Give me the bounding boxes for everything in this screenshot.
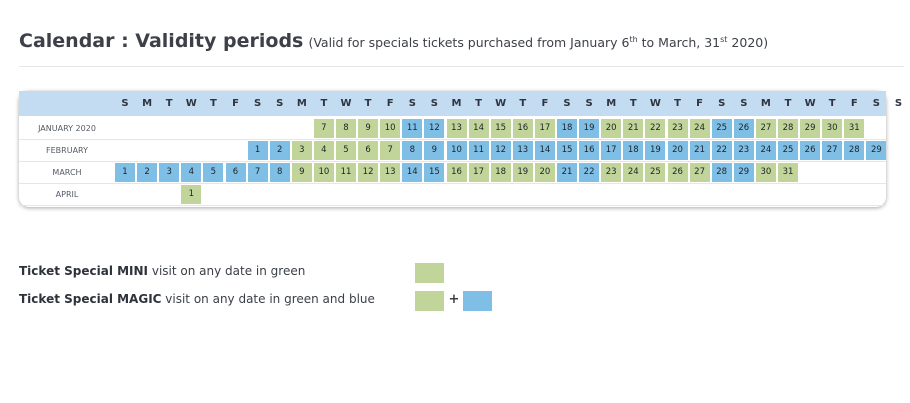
weekday-header: T	[364, 98, 372, 109]
month-label: MARCH	[52, 168, 82, 177]
weekday-header: S	[718, 98, 726, 109]
weekday-header: T	[165, 98, 173, 109]
weekday-header: M	[296, 98, 307, 109]
weekday-header: S	[872, 98, 880, 109]
calendar-day: 4	[314, 141, 334, 160]
calendar-day: 25	[712, 119, 732, 138]
calendar-day: 26	[734, 119, 754, 138]
calendar-day: 23	[668, 119, 688, 138]
calendar-day: 27	[690, 163, 710, 182]
weekday-header: W	[185, 98, 197, 109]
weekday-header: S	[563, 98, 571, 109]
legend-magic-title: Ticket Special MAGIC	[19, 292, 162, 306]
legend-mini	[19, 264, 305, 278]
weekday-header: T	[784, 98, 792, 109]
calendar-day: 21	[623, 119, 643, 138]
calendar-day: 7	[380, 141, 400, 160]
calendar-day: 19	[579, 119, 599, 138]
calendar-day: 6	[358, 141, 378, 160]
weekday-header: W	[649, 98, 661, 109]
calendar-day: 10	[447, 141, 467, 160]
calendar-day: 21	[690, 141, 710, 160]
calendar-day: 19	[645, 141, 665, 160]
calendar-day: 12	[358, 163, 378, 182]
calendar-day: 2	[137, 163, 157, 182]
calendar-day: 9	[292, 163, 312, 182]
legend-magic	[19, 292, 375, 306]
legend-plus: +	[448, 292, 460, 307]
calendar-day: 1	[115, 163, 135, 182]
calendar-day: 23	[734, 141, 754, 160]
weekday-header: W	[340, 98, 352, 109]
calendar-day: 17	[601, 141, 621, 160]
calendar-day: 28	[712, 163, 732, 182]
validity-calendar	[19, 91, 903, 207]
calendar-day: 26	[800, 141, 820, 160]
calendar-day: 29	[734, 163, 754, 182]
calendar-day: 8	[402, 141, 422, 160]
calendar-day: 29	[866, 141, 886, 160]
subtitle-sup: th	[629, 34, 638, 44]
calendar-day: 15	[424, 163, 444, 182]
calendar-day: 22	[712, 141, 732, 160]
weekday-header: S	[740, 98, 748, 109]
calendar-day: 28	[844, 141, 864, 160]
calendar-day: 15	[557, 141, 577, 160]
weekday-header: F	[541, 98, 549, 109]
legend-green-swatch	[415, 291, 444, 311]
calendar-day: 10	[314, 163, 334, 182]
calendar-day: 22	[579, 163, 599, 182]
calendar-day: 16	[513, 119, 533, 138]
calendar-day: 7	[314, 119, 334, 138]
calendar-day: 24	[690, 119, 710, 138]
title-divider	[19, 66, 904, 67]
weekday-header: T	[828, 98, 836, 109]
weekday-header: S	[121, 98, 129, 109]
weekday-header: M	[606, 98, 617, 109]
subtitle-part: to March, 31	[637, 35, 721, 50]
calendar-day: 8	[270, 163, 290, 182]
calendar-day: 11	[402, 119, 422, 138]
calendar-day: 1	[248, 141, 268, 160]
title-main: Calendar : Validity periods	[19, 30, 304, 52]
calendar-day: 16	[447, 163, 467, 182]
calendar-day: 29	[800, 119, 820, 138]
month-label: APRIL	[55, 190, 79, 199]
legend-mini-title: Ticket Special MINI	[19, 264, 149, 278]
calendar-day: 12	[491, 141, 511, 160]
subtitle-sup: st	[720, 34, 728, 44]
calendar-day: 18	[557, 119, 577, 138]
weekday-header: F	[232, 98, 239, 109]
weekday-header: S	[585, 98, 593, 109]
calendar-day: 8	[336, 119, 356, 138]
weekday-header: T	[519, 98, 527, 109]
calendar-day: 24	[623, 163, 643, 182]
calendar-day: 31	[778, 163, 798, 182]
calendar-day: 12	[424, 119, 444, 138]
calendar-day: 18	[491, 163, 511, 182]
weekday-header: W	[495, 98, 507, 109]
calendar-day: 14	[469, 119, 489, 138]
calendar-day: 13	[380, 163, 400, 182]
weekday-header: F	[850, 98, 858, 109]
calendar-day: 22	[645, 119, 665, 138]
calendar-day: 15	[491, 119, 511, 138]
weekday-header: T	[209, 98, 217, 109]
calendar-day: 4	[181, 163, 201, 182]
calendar-day: 23	[601, 163, 621, 182]
page-title	[19, 30, 768, 52]
calendar-day: 9	[358, 119, 378, 138]
calendar-day: 14	[535, 141, 555, 160]
calendar-day: 28	[778, 119, 798, 138]
calendar-day: 31	[844, 119, 864, 138]
calendar-day: 2	[270, 141, 290, 160]
title-subtitle	[308, 35, 768, 50]
calendar-day: 10	[380, 119, 400, 138]
legend-green-swatch	[415, 263, 444, 283]
calendar-day: 17	[469, 163, 489, 182]
weekday-header: F	[696, 98, 704, 109]
legend-mini-text: visit on any date in green	[148, 264, 306, 278]
calendar-day: 6	[226, 163, 246, 182]
calendar-day: 18	[623, 141, 643, 160]
weekday-header: S	[276, 98, 284, 109]
calendar-day: 20	[668, 141, 688, 160]
legend-magic-text: visit on any date in green and blue	[161, 292, 375, 306]
weekday-header: S	[408, 98, 416, 109]
weekday-header: W	[804, 98, 816, 109]
weekday-header: T	[674, 98, 681, 109]
calendar-day: 1	[181, 185, 201, 204]
calendar-day: 20	[535, 163, 555, 182]
calendar-header	[19, 91, 903, 116]
month-label: JANUARY 2020	[38, 124, 96, 133]
row-divider	[19, 205, 886, 206]
weekday-header: S	[253, 98, 262, 109]
weekday-header: T	[475, 98, 482, 109]
calendar-day: 30	[822, 119, 842, 138]
calendar-day: 5	[203, 163, 223, 182]
calendar-day: 9	[424, 141, 444, 160]
weekday-header: S	[894, 98, 903, 109]
weekday-header: S	[430, 98, 438, 109]
calendar-day: 11	[336, 163, 356, 182]
calendar-day: 21	[557, 163, 577, 182]
calendar-day: 26	[668, 163, 688, 182]
calendar-day: 25	[645, 163, 665, 182]
month-label: FEBRUARY	[46, 146, 88, 155]
calendar-day: 11	[469, 141, 489, 160]
legend-blue-swatch	[463, 291, 492, 311]
calendar-day: 14	[402, 163, 422, 182]
calendar-day: 3	[292, 141, 312, 160]
calendar-day: 13	[513, 141, 533, 160]
weekday-header: T	[629, 98, 637, 109]
calendar-day: 25	[778, 141, 798, 160]
calendar-day: 7	[248, 163, 268, 182]
calendar-day: 24	[756, 141, 776, 160]
subtitle-part: 2020)	[727, 35, 769, 50]
weekday-header: M	[451, 98, 462, 109]
weekday-header: T	[320, 98, 328, 109]
calendar-day: 3	[159, 163, 179, 182]
calendar-day: 13	[447, 119, 467, 138]
row-divider	[19, 183, 886, 184]
weekday-header: M	[142, 98, 153, 109]
calendar-day: 17	[535, 119, 555, 138]
calendar-day: 16	[579, 141, 599, 160]
subtitle-part: (Valid for specials tickets purchased from January 6	[308, 35, 630, 50]
calendar-day: 27	[822, 141, 842, 160]
calendar-day: 27	[756, 119, 776, 138]
row-divider	[19, 161, 886, 162]
calendar-day: 30	[756, 163, 776, 182]
calendar-day: 20	[601, 119, 621, 138]
row-divider	[19, 139, 886, 140]
weekday-header: F	[386, 98, 394, 109]
weekday-header: M	[760, 98, 771, 109]
calendar-day: 5	[336, 141, 356, 160]
calendar-day: 19	[513, 163, 533, 182]
